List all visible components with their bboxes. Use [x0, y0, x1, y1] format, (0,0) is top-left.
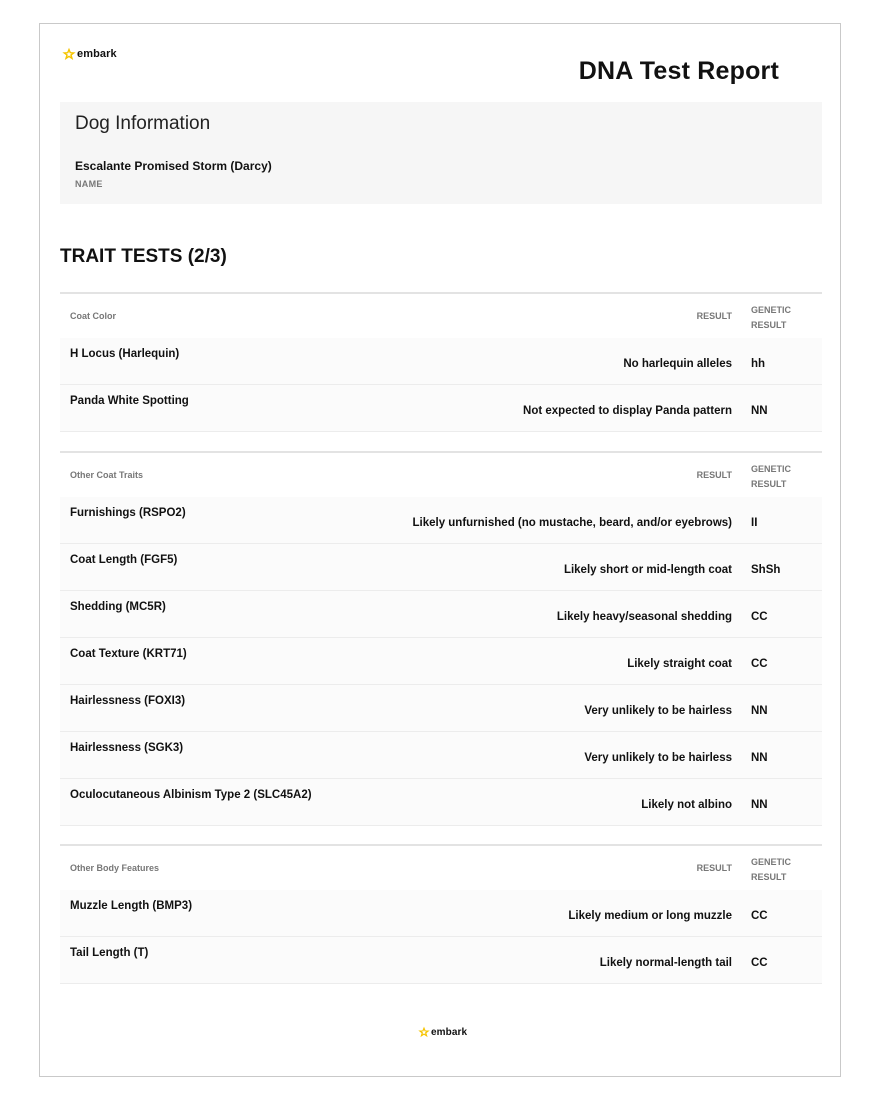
trait-result: No harlequin alleles — [623, 358, 732, 370]
star-icon — [418, 1026, 430, 1038]
brand-wordmark: embark — [77, 48, 117, 60]
trait-name: H Locus (Harlequin) — [70, 348, 180, 360]
result-header: RESULT — [696, 863, 732, 873]
table-header — [60, 846, 822, 890]
trait-genetic-result: CC — [751, 910, 768, 922]
dog-name-value: Escalante Promised Storm (Darcy) — [75, 159, 272, 173]
trait-genetic-result: II — [751, 517, 758, 529]
trait-genetic-result: NN — [751, 705, 768, 717]
trait-result: Very unlikely to be hairless — [584, 705, 732, 717]
trait-name: Panda White Spotting — [70, 395, 189, 407]
trait-name: Hairlessness (SGK3) — [70, 742, 184, 754]
genetic-result-header: GENETIC RESULT — [751, 464, 792, 489]
trait-name: Muzzle Length (BMP3) — [70, 900, 193, 912]
table-row — [60, 638, 822, 685]
table-row — [60, 937, 822, 984]
table-row — [60, 591, 822, 638]
trait-name: Coat Length (FGF5) — [70, 554, 178, 566]
trait-name: Hairlessness (FOXI3) — [70, 695, 186, 707]
category-label: Coat Color — [70, 311, 116, 321]
trait-name: Coat Texture (KRT71) — [70, 648, 187, 660]
trait-result: Not expected to display Panda pattern — [523, 405, 732, 417]
trait-result: Likely straight coat — [627, 658, 732, 670]
trait-tests-title: TRAIT TESTS (2/3) — [60, 246, 227, 267]
trait-result: Very unlikely to be hairless — [584, 752, 732, 764]
trait-name: Oculocutaneous Albinism Type 2 (SLC45A2) — [70, 789, 312, 801]
trait-result: Likely normal-length tail — [599, 957, 732, 969]
trait-table-other-coat-traits — [60, 451, 822, 842]
trait-name: Furnishings (RSPO2) — [70, 507, 186, 519]
dog-name-label: NAME — [75, 179, 103, 189]
table-row — [60, 685, 822, 732]
star-icon — [62, 47, 76, 61]
trait-result: Likely heavy/seasonal shedding — [556, 611, 732, 623]
trait-result: Likely not albino — [641, 799, 732, 811]
table-header — [60, 294, 822, 338]
report-title: DNA Test Report — [578, 57, 779, 85]
table-row — [60, 497, 822, 544]
table-row — [60, 544, 822, 591]
trait-genetic-result: hh — [751, 358, 766, 370]
result-header: RESULT — [696, 470, 732, 480]
trait-table-coat-color — [60, 292, 822, 448]
trait-genetic-result: CC — [751, 658, 768, 670]
genetic-result-header: GENETIC RESULT — [751, 857, 792, 882]
embark-footer-logo — [418, 1026, 467, 1038]
category-label: Other Coat Traits — [70, 470, 144, 480]
trait-genetic-result: NN — [751, 799, 768, 811]
table-header — [60, 453, 822, 497]
trait-genetic-result: CC — [751, 957, 768, 969]
trait-genetic-result: NN — [751, 405, 768, 417]
dog-information-panel — [60, 102, 822, 204]
trait-genetic-result: ShSh — [751, 564, 781, 576]
report-page — [39, 23, 841, 1077]
embark-logo — [62, 47, 117, 61]
dog-information-heading: Dog Information — [75, 113, 211, 134]
trait-name: Shedding (MC5R) — [70, 601, 166, 613]
trait-genetic-result: NN — [751, 752, 768, 764]
trait-name: Tail Length (T) — [70, 947, 149, 959]
table-row — [60, 732, 822, 779]
trait-result: Likely unfurnished (no mustache, beard, and/or eyebrows) — [412, 517, 732, 529]
brand-wordmark: embark — [431, 1026, 468, 1038]
table-row — [60, 338, 822, 385]
trait-result: Likely short or mid-length coat — [563, 564, 732, 576]
category-label: Other Body Features — [70, 863, 160, 873]
trait-genetic-result: CC — [751, 611, 768, 623]
genetic-result-header: GENETIC RESULT — [751, 305, 792, 330]
table-row — [60, 890, 822, 937]
trait-table-other-body-features — [60, 844, 822, 984]
table-row — [60, 385, 822, 432]
trait-result: Likely medium or long muzzle — [568, 910, 732, 922]
table-row — [60, 779, 822, 826]
result-header: RESULT — [696, 311, 732, 321]
